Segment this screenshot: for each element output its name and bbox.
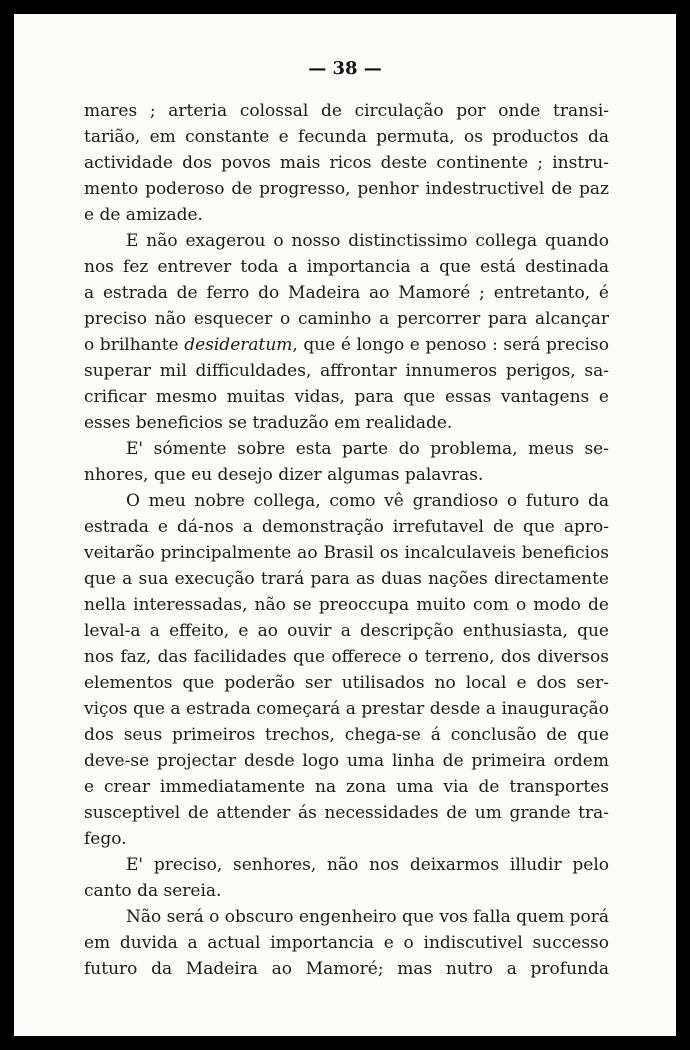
text-line: canto da sereia. — [84, 881, 222, 901]
text-line: elementos que poderão ser utilisados no local e dos ser- — [84, 673, 609, 693]
text-line: mento poderoso de progresso, penhor indestructivel de paz — [84, 179, 609, 199]
text-line: preciso não esquecer o caminho a percorrer para alcançar — [84, 309, 609, 329]
text-line: veitarão principalmente ao Brasil os incalculaveis beneficios — [84, 543, 609, 563]
text-line: E' preciso, senhores, não nos deixarmos illudir pelo — [126, 855, 609, 875]
text-line: Não será o obscuro engenheiro que vos falla quem porá — [126, 907, 609, 927]
text-line: leval-a a effeito, e ao ouvir a descripção enthusiasta, que — [84, 621, 609, 641]
book-page — [14, 14, 676, 1036]
text-line: susceptivel de attender ás necessidades de um grande tra- — [84, 803, 609, 823]
paragraph — [84, 228, 609, 436]
text-line: esses beneficios se traduzão em realidade. — [84, 413, 453, 433]
text-line: actividade dos povos mais ricos deste continente ; instru- — [84, 153, 609, 173]
text-line: o brilhante desideratum, que é longo e penoso : será preciso — [84, 335, 610, 355]
text-line: superar mil difficuldades, affrontar innumeros perigos, sa- — [84, 361, 609, 381]
paragraph — [84, 488, 609, 852]
text-line: E não exagerou o nosso distinctissimo collega quando — [126, 231, 609, 251]
paragraph — [84, 852, 609, 904]
text-line: nhores, que eu desejo dizer algumas palavras. — [84, 465, 484, 485]
text-line: nos fez entrever toda a importancia a que está destinada — [84, 257, 609, 277]
text-line: tarião, em constante e fecunda permuta, os productos da — [84, 127, 609, 147]
text-line: dos seus primeiros trechos, chega-se á conclusão de que — [84, 725, 609, 745]
text-line: fego. — [84, 829, 127, 849]
text-line: mares ; arteria colossal de circulação por onde transi- — [84, 101, 609, 121]
text-line: O meu nobre collega, como vê grandioso o futuro da — [126, 491, 609, 511]
text-line: e de amizade. — [84, 205, 203, 225]
paragraph — [84, 436, 609, 488]
text-line: que a sua execução trará para as duas nações directamente — [84, 569, 609, 589]
text-line: a estrada de ferro do Madeira ao Mamoré ; entretanto, é — [84, 283, 609, 303]
text-line: em duvida a actual importancia e o indiscutivel successo — [84, 933, 609, 953]
text-line: deve-se projectar desde logo uma linha de primeira ordem — [84, 751, 609, 771]
text-line: E' sómente sobre esta parte do problema, meus se- — [126, 439, 609, 459]
text-line: futuro da Madeira ao Mamoré; mas nutro a profunda — [84, 959, 609, 979]
text-line: crificar mesmo muitas vidas, para que essas vantagens e — [84, 387, 609, 407]
text-line: nella interessadas, não se preoccupa muito com o modo de — [84, 595, 609, 615]
page-number: — 38 — — [308, 58, 382, 79]
paragraph — [84, 904, 609, 982]
text-line: viços que a estrada começará a prestar desde a inauguração — [84, 699, 609, 719]
text-line: estrada e dá-nos a demonstração irrefutavel de que apro- — [84, 517, 609, 537]
body-text — [84, 98, 609, 982]
text-line: nos faz, das facilidades que offerece o terreno, dos diversos — [84, 647, 609, 667]
text-line: e crear immediatamente na zona uma via de transportes — [84, 777, 609, 797]
paragraph — [84, 98, 609, 228]
